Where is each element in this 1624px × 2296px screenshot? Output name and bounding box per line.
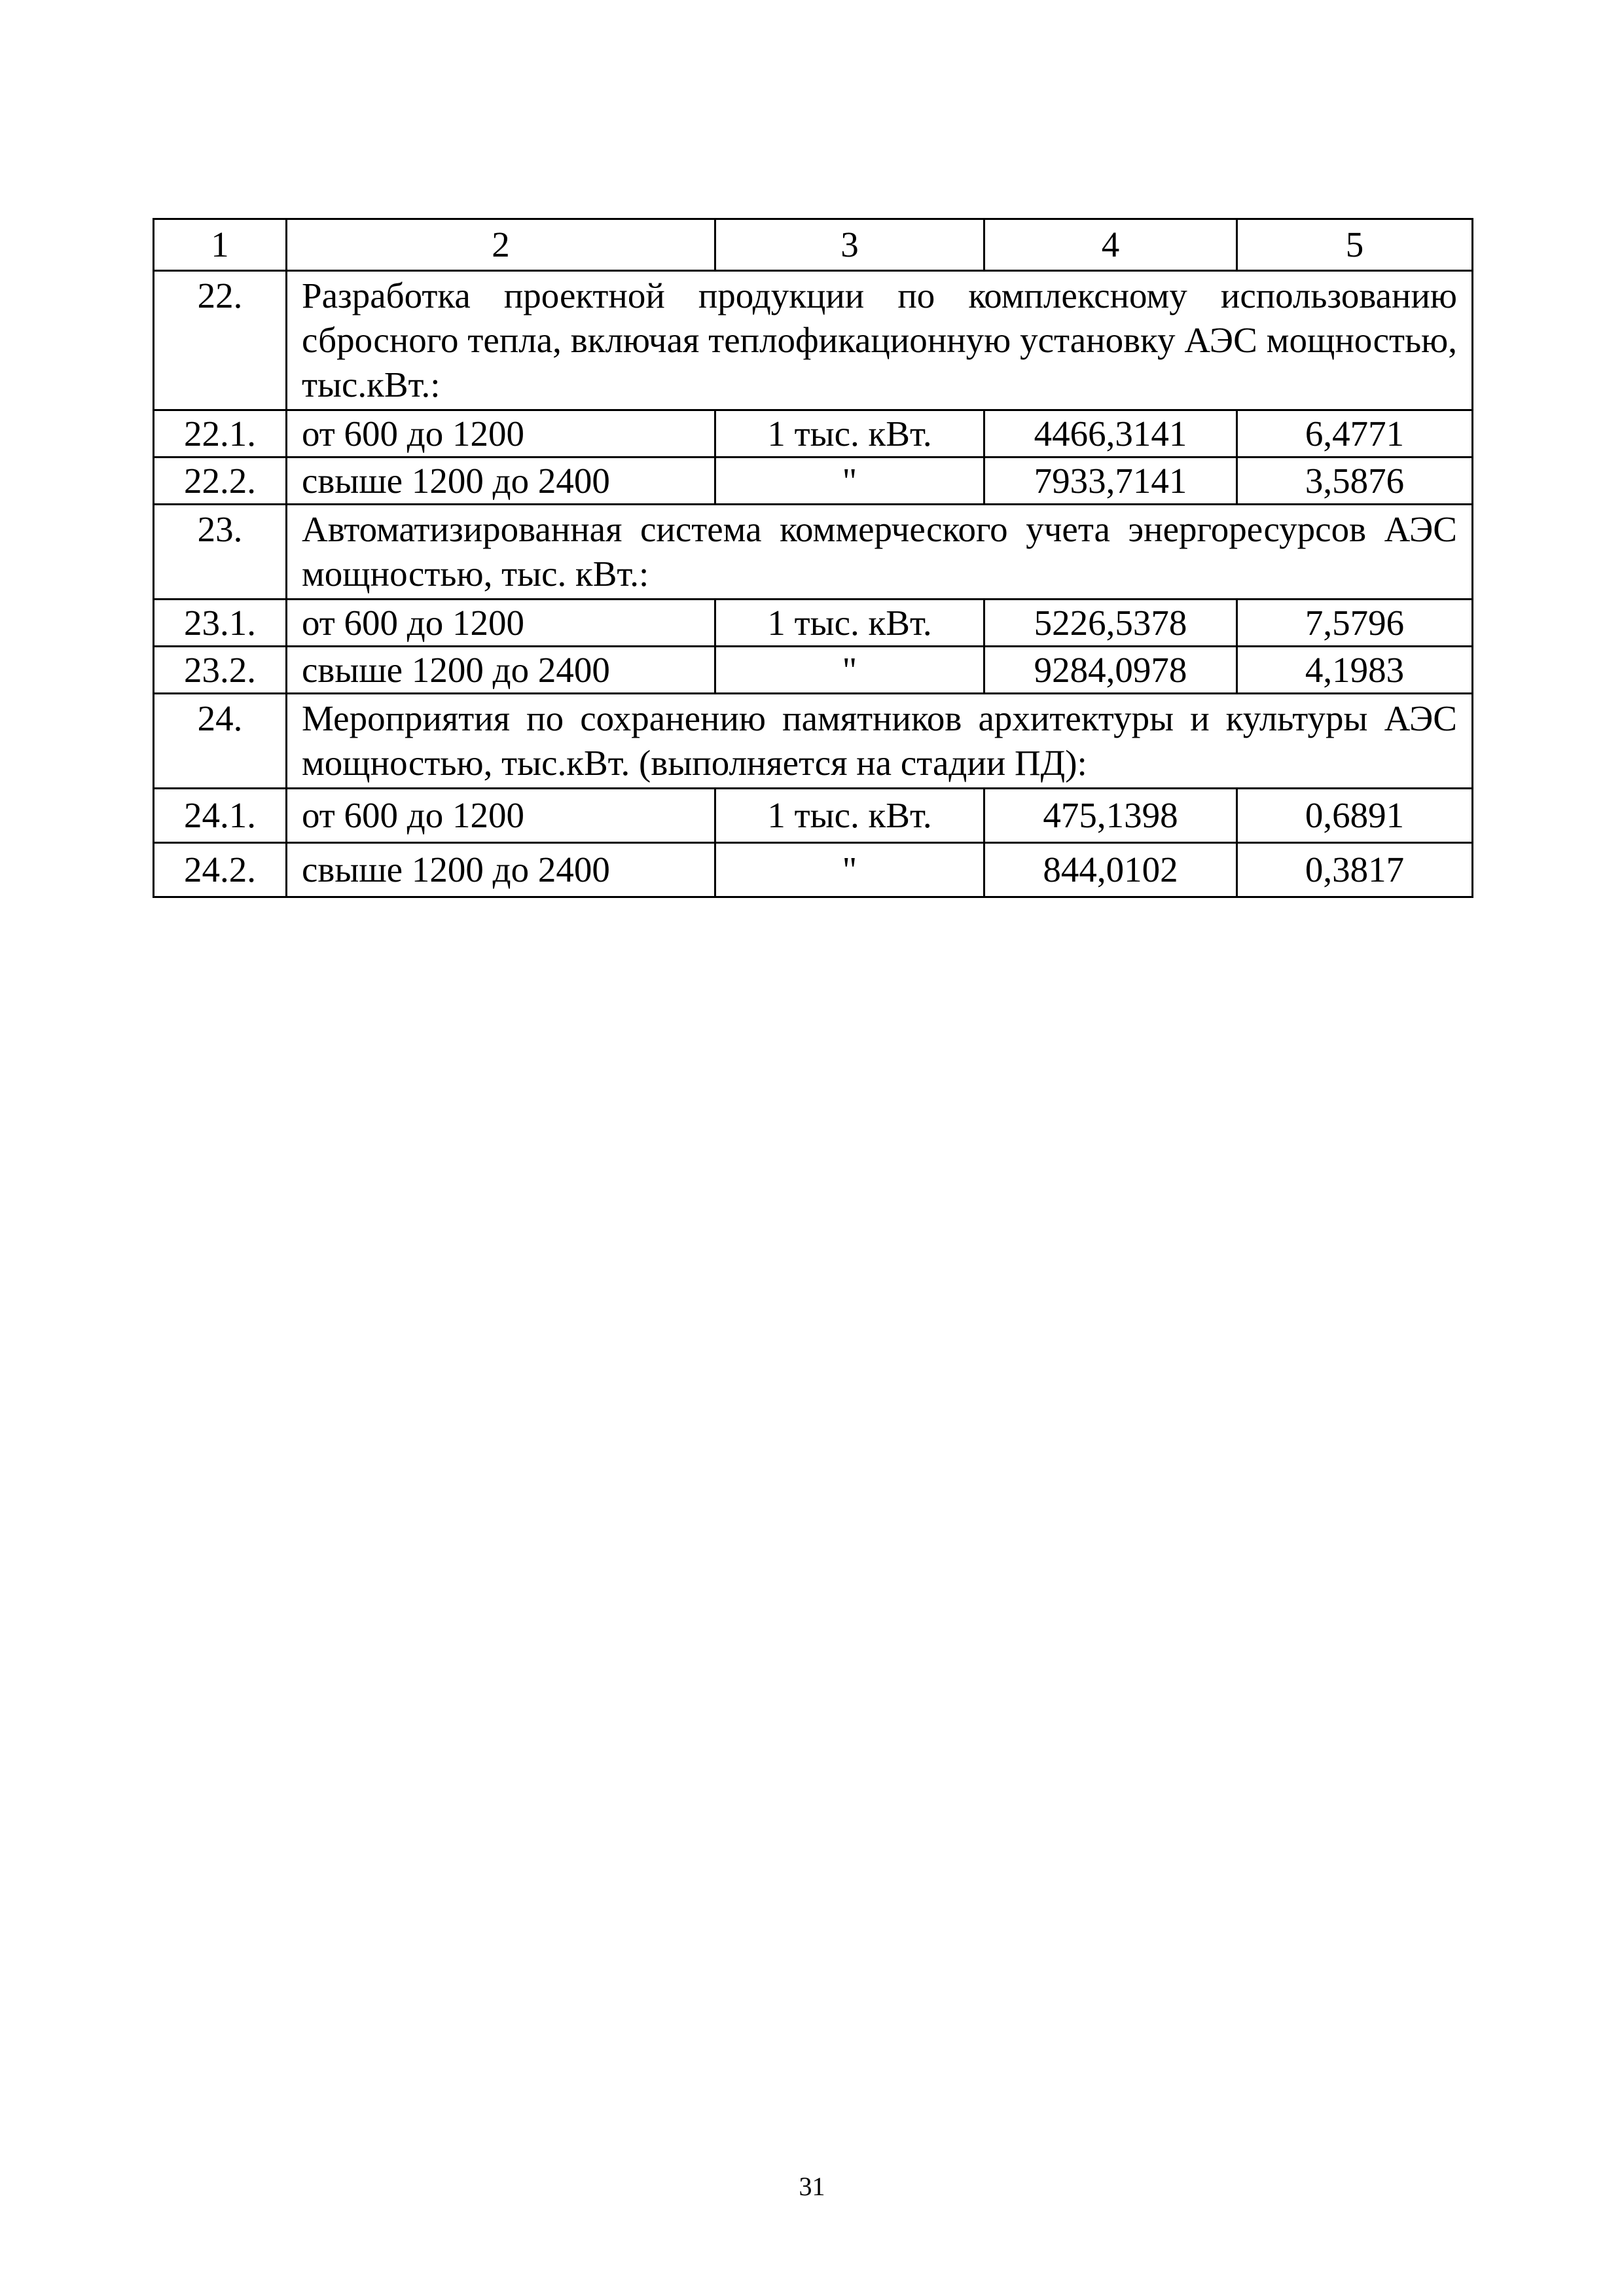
row-description: свыше 1200 до 2400 xyxy=(287,843,715,897)
row-number: 22.1. xyxy=(154,410,287,457)
column-header: 1 xyxy=(154,219,287,271)
section-title: Автоматизированная система коммерческого учета энергоресурсов АЭС мощностью, тыс. кВт.: xyxy=(287,505,1473,600)
price-table xyxy=(153,218,1473,898)
row-value-col4: 9284,0978 xyxy=(984,647,1237,694)
row-value-col5: 4,1983 xyxy=(1237,647,1473,694)
table-header-row xyxy=(154,219,1473,271)
row-value-col4: 844,0102 xyxy=(984,843,1237,897)
section-number: 24. xyxy=(154,694,287,789)
row-value-col5: 7,5796 xyxy=(1237,600,1473,647)
row-value-col4: 4466,3141 xyxy=(984,410,1237,457)
section-number: 22. xyxy=(154,271,287,410)
row-description: от 600 до 1200 xyxy=(287,410,715,457)
column-header: 2 xyxy=(287,219,715,271)
row-unit: 1 тыс. кВт. xyxy=(715,789,984,843)
row-description: свыше 1200 до 2400 xyxy=(287,647,715,694)
table-row xyxy=(154,410,1473,457)
section-number: 23. xyxy=(154,505,287,600)
table-row xyxy=(154,789,1473,843)
column-header: 3 xyxy=(715,219,984,271)
row-value-col4: 5226,5378 xyxy=(984,600,1237,647)
row-value-col5: 6,4771 xyxy=(1237,410,1473,457)
table-row xyxy=(154,600,1473,647)
section-title: Мероприятия по сохранению памятников архитектуры и культуры АЭС мощностью, тыс.кВт. (выполняется на стадии ПД): xyxy=(287,694,1473,789)
row-value-col4: 475,1398 xyxy=(984,789,1237,843)
row-description: от 600 до 1200 xyxy=(287,789,715,843)
row-unit: 1 тыс. кВт. xyxy=(715,600,984,647)
row-unit: " xyxy=(715,647,984,694)
section-row xyxy=(154,271,1473,410)
row-number: 23.2. xyxy=(154,647,287,694)
section-title: Разработка проектной продукции по комплексному использованию сбросного тепла, включая теплофикационную установку АЭС мощностью, тыс.кВт.: xyxy=(287,271,1473,410)
row-value-col5: 0,6891 xyxy=(1237,789,1473,843)
row-number: 22.2. xyxy=(154,457,287,505)
table-row xyxy=(154,457,1473,505)
table-row xyxy=(154,647,1473,694)
column-header: 5 xyxy=(1237,219,1473,271)
page-number: 31 xyxy=(799,2172,825,2201)
row-number: 23.1. xyxy=(154,600,287,647)
row-number: 24.1. xyxy=(154,789,287,843)
row-unit: " xyxy=(715,457,984,505)
row-value-col5: 3,5876 xyxy=(1237,457,1473,505)
row-description: свыше 1200 до 2400 xyxy=(287,457,715,505)
row-unit: " xyxy=(715,843,984,897)
table-row xyxy=(154,843,1473,897)
section-row xyxy=(154,505,1473,600)
row-description: от 600 до 1200 xyxy=(287,600,715,647)
section-row xyxy=(154,694,1473,789)
column-header: 4 xyxy=(984,219,1237,271)
row-number: 24.2. xyxy=(154,843,287,897)
row-value-col4: 7933,7141 xyxy=(984,457,1237,505)
row-value-col5: 0,3817 xyxy=(1237,843,1473,897)
row-unit: 1 тыс. кВт. xyxy=(715,410,984,457)
